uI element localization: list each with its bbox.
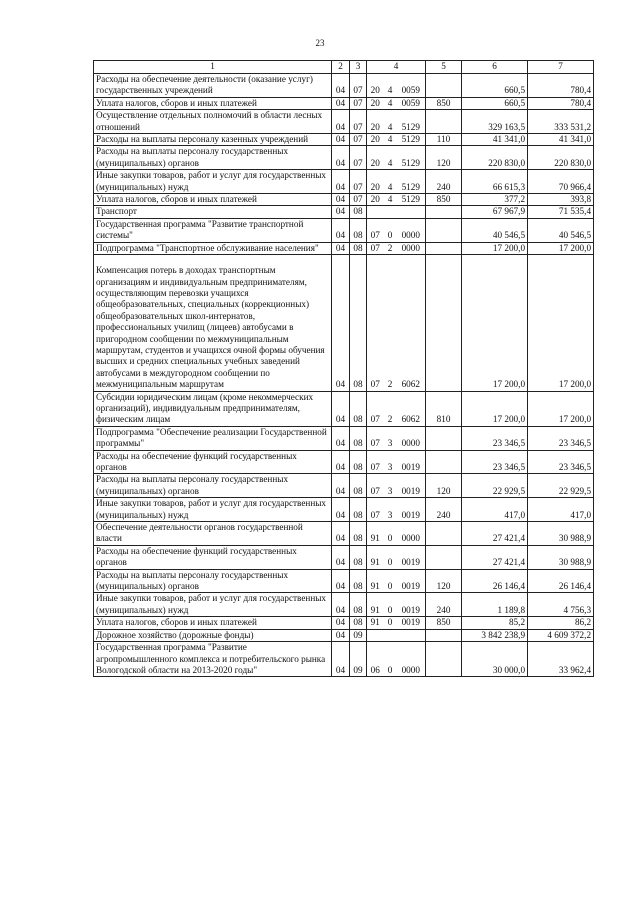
header-col-1: 1	[94, 61, 332, 74]
row-expense-type: 850	[426, 194, 462, 206]
row-direction: 0019	[397, 569, 426, 593]
row-direction: 6062	[397, 255, 426, 391]
row-subprogram: 0	[384, 569, 397, 593]
row-expense-type	[426, 206, 462, 218]
row-section: 04	[332, 146, 350, 170]
row-expense-type	[426, 642, 462, 677]
row-section: 04	[332, 170, 350, 194]
row-amount-year2: 86,2	[528, 617, 594, 629]
row-section: 04	[332, 642, 350, 677]
row-expense-type	[426, 255, 462, 391]
row-direction: 0059	[397, 74, 426, 98]
row-subprogram: 4	[384, 74, 397, 98]
row-subsection: 08	[350, 450, 367, 474]
row-subprogram: 4	[384, 146, 397, 170]
row-expense-type: 120	[426, 146, 462, 170]
row-amount-year1: 27 421,4	[462, 545, 528, 569]
row-subprogram: 0	[384, 545, 397, 569]
row-section: 04	[332, 110, 350, 134]
row-program: 20	[367, 74, 384, 98]
row-amount-year1: 27 421,4	[462, 522, 528, 546]
row-amount-year1: 417,0	[462, 498, 528, 522]
row-program: 91	[367, 617, 384, 629]
row-subsection: 08	[350, 242, 367, 254]
row-section: 04	[332, 194, 350, 206]
row-name: Расходы на обеспечение деятельности (оказание услуг) государственных учреждений	[94, 74, 332, 98]
row-expense-type: 810	[426, 391, 462, 426]
row-direction: 6062	[397, 391, 426, 426]
row-amount-year1: 23 346,5	[462, 426, 528, 450]
row-amount-year1: 377,2	[462, 194, 528, 206]
row-section: 04	[332, 97, 350, 109]
row-amount-year1: 329 163,5	[462, 110, 528, 134]
row-direction: 0000	[397, 218, 426, 242]
row-direction: 0019	[397, 545, 426, 569]
row-direction: 0019	[397, 498, 426, 522]
row-section: 04	[332, 522, 350, 546]
header-col-7: 7	[528, 61, 594, 74]
row-program: 07	[367, 242, 384, 254]
row-section: 04	[332, 242, 350, 254]
row-expense-type: 240	[426, 498, 462, 522]
row-amount-year2: 17 200,0	[528, 391, 594, 426]
row-subsection: 08	[350, 569, 367, 593]
row-amount-year2: 22 929,5	[528, 474, 594, 498]
row-section: 04	[332, 593, 350, 617]
row-subprogram: 2	[384, 242, 397, 254]
row-amount-year2: 40 546,5	[528, 218, 594, 242]
row-name: Обеспечение деятельности органов государственной власти	[94, 522, 332, 546]
row-name: Дорожное хозяйство (дорожные фонды)	[94, 629, 332, 641]
row-amount-year1: 66 615,3	[462, 170, 528, 194]
row-program	[367, 206, 384, 218]
row-subsection: 08	[350, 593, 367, 617]
row-name: Государственная программа "Развитие транспортной системы"	[94, 218, 332, 242]
row-name: Расходы на обеспечение функций государственных органов	[94, 450, 332, 474]
table-row	[94, 498, 594, 522]
row-name: Расходы на выплаты персоналу государственных (муниципальных) органов	[94, 146, 332, 170]
row-name: Иные закупки товаров, работ и услуг для государственных (муниципальных) нужд	[94, 498, 332, 522]
row-direction: 0059	[397, 97, 426, 109]
row-name: Осуществление отдельных полномочий в области лесных отношений	[94, 110, 332, 134]
row-amount-year1: 30 000,0	[462, 642, 528, 677]
row-subprogram: 3	[384, 474, 397, 498]
row-program: 07	[367, 255, 384, 391]
row-section: 04	[332, 255, 350, 391]
row-amount-year2: 393,8	[528, 194, 594, 206]
row-subsection: 07	[350, 110, 367, 134]
row-program: 20	[367, 97, 384, 109]
table-body	[94, 74, 594, 677]
row-amount-year1: 67 967,9	[462, 206, 528, 218]
table-row	[94, 170, 594, 194]
row-expense-type	[426, 545, 462, 569]
row-subprogram: 3	[384, 450, 397, 474]
row-section: 04	[332, 206, 350, 218]
table-row	[94, 593, 594, 617]
row-expense-type	[426, 629, 462, 641]
row-amount-year1: 17 200,0	[462, 242, 528, 254]
row-name: Подпрограмма "Транспортное обслуживание населения"	[94, 242, 332, 254]
row-subsection: 07	[350, 97, 367, 109]
table-row	[94, 450, 594, 474]
row-expense-type: 240	[426, 170, 462, 194]
row-amount-year1: 660,5	[462, 74, 528, 98]
row-subsection: 08	[350, 522, 367, 546]
row-name: Расходы на обеспечение функций государственных органов	[94, 545, 332, 569]
row-direction: 5129	[397, 134, 426, 146]
row-subsection: 07	[350, 194, 367, 206]
row-section: 04	[332, 629, 350, 641]
row-subsection: 07	[350, 134, 367, 146]
row-subprogram: 0	[384, 218, 397, 242]
row-program: 20	[367, 110, 384, 134]
row-section: 04	[332, 218, 350, 242]
row-name: Иные закупки товаров, работ и услуг для государственных (муниципальных) нужд	[94, 593, 332, 617]
row-expense-type	[426, 522, 462, 546]
table-row	[94, 110, 594, 134]
row-subprogram: 2	[384, 391, 397, 426]
row-name: Иные закупки товаров, работ и услуг для государственных (муниципальных) нужд	[94, 170, 332, 194]
row-subprogram: 0	[384, 642, 397, 677]
row-subsection: 08	[350, 255, 367, 391]
row-program: 07	[367, 218, 384, 242]
row-program: 07	[367, 474, 384, 498]
row-amount-year1: 26 146,4	[462, 569, 528, 593]
row-section: 04	[332, 134, 350, 146]
row-section: 04	[332, 498, 350, 522]
table-row	[94, 617, 594, 629]
row-direction: 0000	[397, 522, 426, 546]
table-row	[94, 569, 594, 593]
row-amount-year2: 780,4	[528, 74, 594, 98]
row-subprogram: 4	[384, 194, 397, 206]
row-subprogram: 4	[384, 170, 397, 194]
row-program: 07	[367, 426, 384, 450]
row-direction: 5129	[397, 110, 426, 134]
row-subprogram: 2	[384, 255, 397, 391]
header-col-2: 2	[332, 61, 350, 74]
row-name: Подпрограмма "Обеспечение реализации Государственной программы"	[94, 426, 332, 450]
table-row	[94, 242, 594, 254]
row-subsection: 08	[350, 218, 367, 242]
row-amount-year2: 23 346,5	[528, 426, 594, 450]
row-program: 20	[367, 194, 384, 206]
row-direction: 0000	[397, 242, 426, 254]
row-direction: 0019	[397, 474, 426, 498]
row-amount-year1: 3 842 238,9	[462, 629, 528, 641]
row-name: Расходы на выплаты персоналу казенных учреждений	[94, 134, 332, 146]
row-subprogram	[384, 629, 397, 641]
row-expense-type: 120	[426, 569, 462, 593]
header-col-6: 6	[462, 61, 528, 74]
row-program: 20	[367, 146, 384, 170]
row-amount-year2: 30 988,9	[528, 545, 594, 569]
row-name: Уплата налогов, сборов и иных платежей	[94, 194, 332, 206]
table-row	[94, 642, 594, 677]
row-subprogram: 4	[384, 97, 397, 109]
row-program: 91	[367, 569, 384, 593]
row-direction: 5129	[397, 170, 426, 194]
table-header-row	[94, 61, 594, 74]
row-subsection: 08	[350, 426, 367, 450]
row-expense-type: 120	[426, 474, 462, 498]
row-subsection: 07	[350, 170, 367, 194]
row-amount-year1: 17 200,0	[462, 255, 528, 391]
table-row	[94, 74, 594, 98]
row-direction	[397, 206, 426, 218]
row-program: 07	[367, 391, 384, 426]
row-subprogram: 0	[384, 522, 397, 546]
row-direction: 5129	[397, 146, 426, 170]
row-section: 04	[332, 569, 350, 593]
row-section: 04	[332, 426, 350, 450]
row-program: 07	[367, 450, 384, 474]
row-subsection: 08	[350, 545, 367, 569]
table-row	[94, 97, 594, 109]
row-amount-year1: 1 189,8	[462, 593, 528, 617]
row-amount-year1: 220 830,0	[462, 146, 528, 170]
row-amount-year1: 41 341,0	[462, 134, 528, 146]
table-row	[94, 391, 594, 426]
row-subprogram	[384, 206, 397, 218]
row-amount-year2: 41 341,0	[528, 134, 594, 146]
row-program: 91	[367, 522, 384, 546]
row-subsection: 07	[350, 146, 367, 170]
row-subsection: 09	[350, 642, 367, 677]
row-amount-year2: 33 962,4	[528, 642, 594, 677]
row-subprogram: 4	[384, 110, 397, 134]
row-name: Государственная программа "Развитие агропромышленного комплекса и потребительского рынка Вологодской области на 2013-2020 годы"	[94, 642, 332, 677]
row-program: 91	[367, 545, 384, 569]
row-program: 20	[367, 170, 384, 194]
row-amount-year2: 23 346,5	[528, 450, 594, 474]
row-amount-year2: 4 756,3	[528, 593, 594, 617]
row-amount-year2: 220 830,0	[528, 146, 594, 170]
row-direction	[397, 629, 426, 641]
row-direction: 0019	[397, 617, 426, 629]
row-subprogram: 0	[384, 593, 397, 617]
row-subprogram: 3	[384, 426, 397, 450]
row-program: 20	[367, 134, 384, 146]
row-section: 04	[332, 450, 350, 474]
row-subprogram: 0	[384, 617, 397, 629]
row-expense-type	[426, 426, 462, 450]
row-section: 04	[332, 391, 350, 426]
row-subsection: 08	[350, 474, 367, 498]
row-amount-year2: 4 609 372,2	[528, 629, 594, 641]
row-program: 91	[367, 593, 384, 617]
row-expense-type	[426, 74, 462, 98]
row-direction: 5129	[397, 194, 426, 206]
row-amount-year2: 17 200,0	[528, 242, 594, 254]
row-subsection: 08	[350, 206, 367, 218]
row-amount-year1: 660,5	[462, 97, 528, 109]
row-name: Уплата налогов, сборов и иных платежей	[94, 617, 332, 629]
row-amount-year2: 30 988,9	[528, 522, 594, 546]
row-direction: 0000	[397, 642, 426, 677]
row-section: 04	[332, 545, 350, 569]
page-number: 23	[315, 38, 325, 48]
row-amount-year1: 40 546,5	[462, 218, 528, 242]
row-section: 04	[332, 74, 350, 98]
row-subsection: 08	[350, 498, 367, 522]
row-name: Расходы на выплаты персоналу государственных (муниципальных) органов	[94, 474, 332, 498]
table-row	[94, 474, 594, 498]
row-subsection: 09	[350, 629, 367, 641]
row-expense-type	[426, 110, 462, 134]
row-direction: 0000	[397, 426, 426, 450]
row-subsection: 07	[350, 74, 367, 98]
table-row	[94, 194, 594, 206]
row-expense-type	[426, 218, 462, 242]
header-col-4: 4	[367, 61, 426, 74]
row-subsection: 08	[350, 391, 367, 426]
row-expense-type	[426, 450, 462, 474]
row-amount-year1: 17 200,0	[462, 391, 528, 426]
row-expense-type: 240	[426, 593, 462, 617]
row-amount-year2: 70 966,4	[528, 170, 594, 194]
row-expense-type: 850	[426, 617, 462, 629]
row-subprogram: 4	[384, 134, 397, 146]
row-amount-year2: 417,0	[528, 498, 594, 522]
row-name: Субсидии юридическим лицам (кроме некоммерческих организаций), индивидуальным предпринимателям, физическим лицам	[94, 391, 332, 426]
row-program	[367, 629, 384, 641]
row-section: 04	[332, 474, 350, 498]
row-section: 04	[332, 617, 350, 629]
table-row	[94, 629, 594, 641]
row-name: Расходы на выплаты персоналу государственных (муниципальных) органов	[94, 569, 332, 593]
table-row	[94, 146, 594, 170]
row-expense-type: 850	[426, 97, 462, 109]
row-subsection: 08	[350, 617, 367, 629]
table-row	[94, 206, 594, 218]
table-row	[94, 255, 594, 391]
row-expense-type	[426, 242, 462, 254]
row-amount-year1: 23 346,5	[462, 450, 528, 474]
row-amount-year1: 85,2	[462, 617, 528, 629]
row-name: Компенсация потерь в доходах транспортным организациям и индивидуальным предпринимателям, осуществляющим перевозки учащихся общеобразовательных, специальных (коррекционных) общеобразовательных школ-интернатов, профессиональных училищ (лицеев) автобусами в пригородном сообщении по межмуниципальным маршрутам, студентов и учащихся очной формы обучения высших и средних специальных учебных заведений автобусами в междугородном сообщении по межмуниципальным маршрутам	[94, 255, 332, 391]
row-name: Уплата налогов, сборов и иных платежей	[94, 97, 332, 109]
budget-table	[93, 60, 594, 677]
row-direction: 0019	[397, 450, 426, 474]
row-amount-year2: 333 531,2	[528, 110, 594, 134]
row-amount-year2: 26 146,4	[528, 569, 594, 593]
table-row	[94, 134, 594, 146]
row-name: Транспорт	[94, 206, 332, 218]
row-program: 06	[367, 642, 384, 677]
row-program: 07	[367, 498, 384, 522]
row-amount-year2: 780,4	[528, 97, 594, 109]
row-direction: 0019	[397, 593, 426, 617]
table-row	[94, 522, 594, 546]
header-col-5: 5	[426, 61, 462, 74]
row-amount-year2: 71 535,4	[528, 206, 594, 218]
row-subprogram: 3	[384, 498, 397, 522]
row-amount-year1: 22 929,5	[462, 474, 528, 498]
table-row	[94, 218, 594, 242]
header-col-3: 3	[350, 61, 367, 74]
table-row	[94, 545, 594, 569]
table-row	[94, 426, 594, 450]
row-expense-type: 110	[426, 134, 462, 146]
row-amount-year2: 17 200,0	[528, 255, 594, 391]
